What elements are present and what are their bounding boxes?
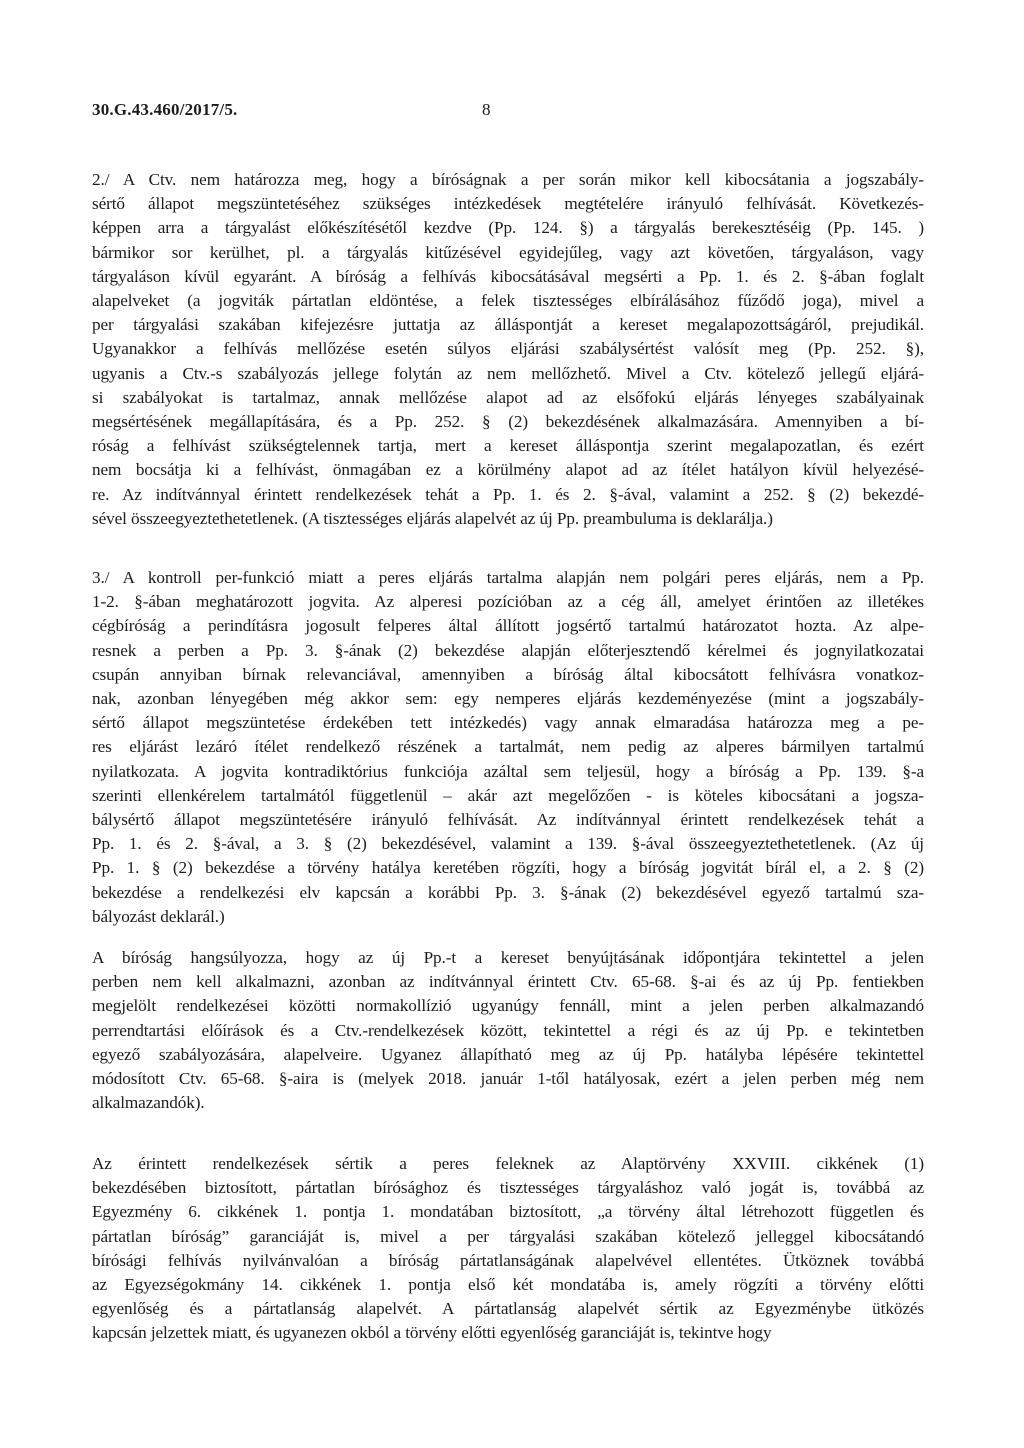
text-line: képpen arra a tárgyalást előkészítésétől kezdve (Pp. 124. §) a tárgyalás berekesztéséig (Pp. 145. ) [92, 218, 924, 238]
text-line: bírósági felhívás nyilvánvalóan a bíróság pártatlanságának alapelvével ellentétes. Ütköznek továbbá [92, 1250, 924, 1270]
text-line: bályozást deklarál.) [92, 906, 225, 926]
text-line: nak, azonban lényegében még akkor sem: egy nemperes eljárás kezdeményezése (mint a jogszabály- [92, 689, 924, 709]
text-line: bálysértő állapot megszüntetésére irányuló felhívását. Az indítvánnyal érintett rendelkezések tehát a [92, 810, 924, 830]
text-line: Az érintett rendelkezések sértik a peres feleknek az Alaptörvény XXVIII. cikkének (1) [92, 1154, 924, 1173]
paragraph-2 [92, 168, 924, 531]
paragraph-3 [92, 566, 924, 929]
text-line: módosított Ctv. 65-68. §-aira is (melyek 2018. január 1-től hatályosak, ezért a jelen perben még nem [92, 1069, 924, 1089]
text-line: perrendtartási előírások és a Ctv.-rendelkezések között, tekintettel a régi és az új Pp. e tekintetben [92, 1020, 924, 1040]
text-line: re. Az indítvánnyal érintett rendelkezések tehát a Pp. 1. és 2. §-ával, valamint a 252. § (2) bekezdé- [92, 484, 924, 504]
text-line: pártatlan bíróság” garanciáját is, mivel a per tárgyalási szakában kötelező jelleggel kibocsátandó [92, 1226, 924, 1246]
page-number: 8 [482, 100, 491, 119]
text-line: per tárgyalási szakában kifejezésre juttatja az álláspontját a kereset megalapozottságáról, prejudikál. [92, 315, 924, 335]
text-line: resnek a perben a Pp. 3. §-ának (2) bekezdése alapján előterjesztendő kérelmei és jognyilatkozatai [92, 640, 924, 660]
text-line: szerinti ellenkérelem tartalmától függetlenül – akár azt megelőzően - is köteles kibocsátani a jogsza- [92, 785, 924, 805]
paragraph-fundamental-law [92, 1152, 924, 1346]
text-line: 1-2. §-ában meghatározott jogvita. Az alperesi pozícióban az a cég áll, amelyet érintően az illetékes [92, 592, 924, 612]
text-line: Ugyanakkor a felhívás mellőzése esetén súlyos eljárási szabálysértést valósít meg (Pp. 252. §), [92, 339, 924, 359]
text-line: egyező szabályozására, alapelveire. Ugyanez állapítható meg az új Pp. hatályba lépésére tekintettel [92, 1044, 924, 1064]
text-line: megsértésének megállapítására, és a Pp. 252. § (2) bekezdésének alkalmazására. Amennyiben a bí- [92, 412, 924, 432]
text-line: A bíróság hangsúlyozza, hogy az új Pp.-t a kereset benyújtásának időpontjára tekintettel a jelen [92, 948, 924, 967]
text-line: sével összeegyeztethetetlenek. (A tisztességes eljárás alapelvét az új Pp. preambuluma is deklarálja.) [92, 508, 773, 528]
text-line: bekezdésében biztosított, pártatlan bírósághoz és tisztességes tárgyaláshoz való jogát is, továbbá az [92, 1178, 924, 1198]
text-line: kapcsán jelzettek miatt, és ugyanezen okból a törvény előtti egyenlőség garanciáját is, tekintve hogy [92, 1323, 772, 1343]
text-line: Pp. 1. § (2) bekezdése a törvény hatálya keretében rögzíti, hogy a bíróság jogvitát bírál el, a 2. § (2) [92, 858, 924, 878]
text-line: egyenlőség és a pártatlanság alapelvét. A pártatlanság alapelvét sértik az Egyezménybe ütközés [92, 1299, 924, 1319]
text-line: róság a felhívást szükségtelennek tartja, mert a kereset álláspontja szerint megalapozatlan, és ezért [92, 436, 924, 456]
text-line: nem bocsátja ki a felhívást, önmagában ez a körülmény alapot ad az ítélet hatályon kívül helyezésé- [92, 460, 924, 480]
text-line: perben nem kell alkalmazni, azonban az indítvánnyal érintett Ctv. 65-68. §-ai és az új Pp. fentiekben [92, 972, 924, 992]
text-line: res eljárást lezáró ítélet rendelkező részének a tartalmát, nem pedig az alperes bármilyen tartalmú [92, 737, 924, 757]
text-line: sértő állapot megszüntetése érdekében tett intézkedés) vagy annak elmaradása határozza meg a pe- [92, 713, 924, 733]
text-line: 3./ A kontroll per-funkció miatt a peres eljárás tartalma alapján nem polgári peres eljárás, nem a Pp. [92, 568, 924, 587]
text-line: Pp. 1. és 2. §-ával, a 3. § (2) bekezdésével, valamint a 139. §-ával összeegyeztethetetlenek. (Az új [92, 834, 924, 854]
text-line: nyilatkozata. A jogvita kontradiktórius funkciója azáltal sem teljesül, hogy a bíróság a Pp. 139. §-a [92, 761, 924, 781]
case-number: 30.G.43.460/2017/5. [92, 100, 238, 119]
text-line: tárgyaláson kívül egyaránt. A bíróság a felhívás kibocsátásával megsérti a Pp. 1. és 2. §-ában foglalt [92, 266, 924, 286]
text-line: ugyanis a Ctv.-s szabályozás jellege folytán az nem mellőzhető. Mivel a Ctv. kötelező jellegű eljárá- [92, 363, 924, 383]
text-line: az Egyezségokmány 14. cikkének 1. pontja első két mondatába is, amely rögzíti a törvény előtti [92, 1275, 924, 1295]
text-line: csupán annyiban bírnak relevanciával, amennyiben a bíróság által kibocsátott felhívásra vonatkoz- [92, 664, 924, 684]
text-line: alapelveket (a jogviták pártatlan eldöntése, a felek tisztességes elbírálásához fűződő joga), mivel a [92, 291, 924, 311]
text-line: cégbíróság a perindításra jogosult felperes által állított jogsértő tartalmú határozatot hozta. Az alpe- [92, 616, 924, 636]
text-line: si szabályokat is tartalmaz, annak mellőzése alapot ad az elsőfokú eljárás lényeges szabályainak [92, 387, 924, 407]
paragraph-court-emphasis [92, 946, 924, 1115]
text-line: 2./ A Ctv. nem határozza meg, hogy a bíróságnak a per során mikor kell kibocsátania a jogszabály- [92, 170, 924, 189]
text-line: Egyezmény 6. cikkének 1. pontja 1. mondatában biztosított, „a törvény által létrehozott független és [92, 1202, 924, 1222]
text-line: megjelölt rendelkezései közötti normakollízió ugyanúgy fennáll, mint a jelen perben alkalmazandó [92, 996, 924, 1016]
text-line: alkalmazandók). [92, 1093, 205, 1113]
text-line: sértő állapot megszüntetéséhez szükséges intézkedések megtételére irányuló felhívását. Következés- [92, 194, 924, 214]
text-line: bármikor sor kerülhet, pl. a tárgyalás kitűzésével egyidejűleg, vagy azt követően, tárgyaláson, vagy [92, 242, 924, 262]
text-line: bekezdése a rendelkezési elv kapcsán a korábbi Pp. 3. §-ának (2) bekezdésével egyező tartalmú sza- [92, 882, 924, 902]
